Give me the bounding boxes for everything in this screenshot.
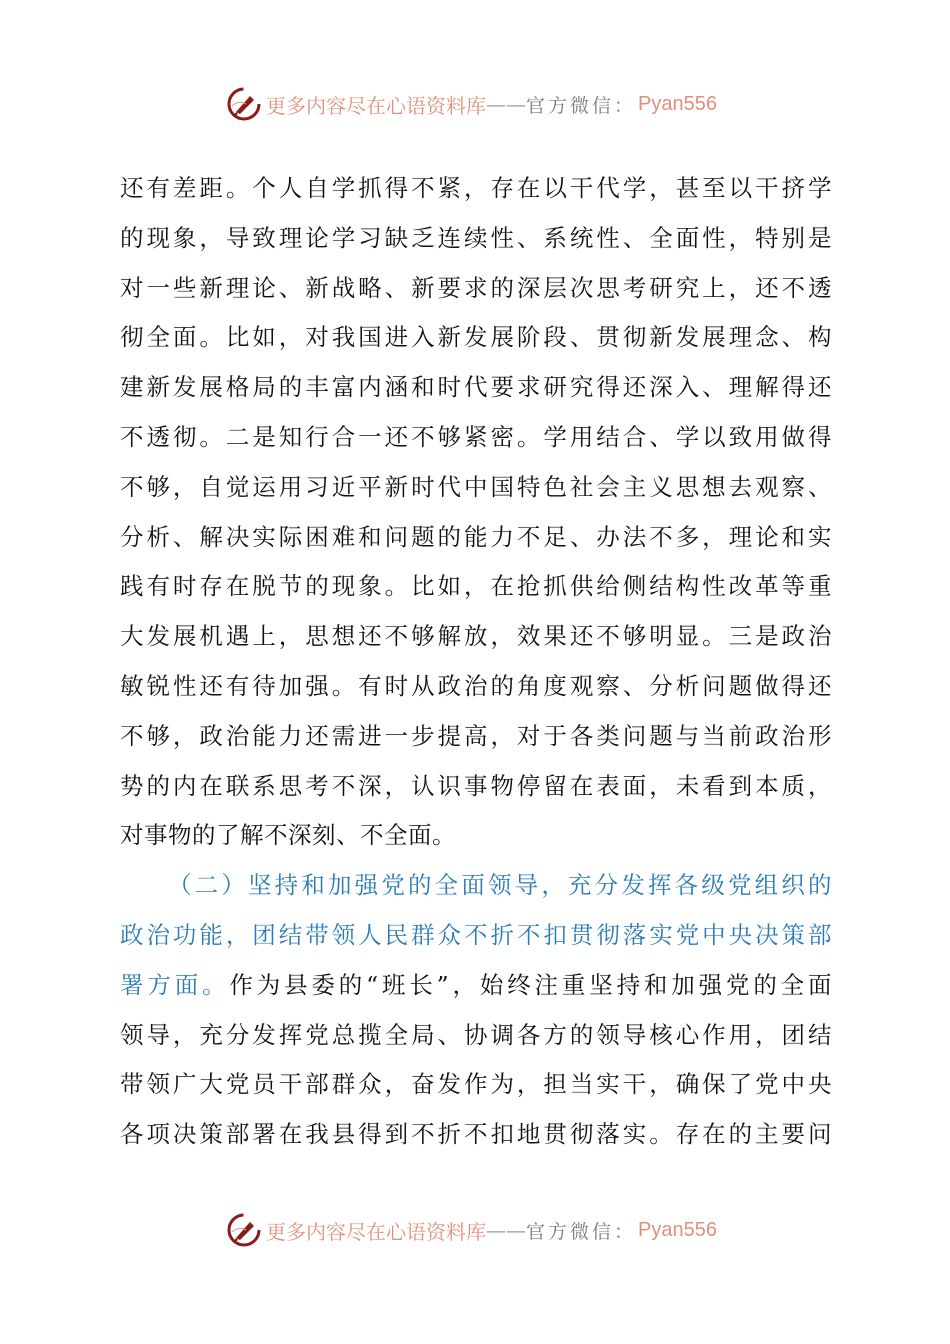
body-line: 还有差距。个人自学抓得不紧，存在以干代学，甚至以干挤学	[120, 174, 832, 202]
banner-wechat-id: Pyan556	[638, 1218, 717, 1241]
section-heading-line: 政治功能，团结带领人民群众不折不扣贯彻落实党中央决策部	[120, 920, 832, 949]
quill-pen-logo-icon	[226, 1212, 262, 1248]
banner-site-text: 更多内容尽在心语资料库	[266, 1219, 486, 1244]
body-line: 不够，自觉运用习近平新时代中国特色社会主义思想去观察、	[120, 472, 832, 501]
banner-dash-2: —	[506, 92, 526, 116]
document-body	[120, 164, 832, 1160]
body-line: 不透彻。二是知行合一还不够紧密。学用结合、学以致用做得	[120, 422, 832, 451]
body-line: 分析、解决实际困难和问题的能力不足、办法不多，理论和实	[120, 522, 832, 551]
body-line: 践有时存在脱节的现象。比如，在抢抓供给侧结构性改革等重	[120, 572, 832, 601]
body-line: 不够，政治能力还需进一步提高，对于各类问题与当前政治形	[120, 721, 832, 750]
body-line: 彻全面。比如，对我国进入新发展阶段、贯彻新发展理念、构	[120, 323, 832, 352]
section-heading-line: （二）坚持和加强党的全面领导，充分发挥各级党组织的	[168, 871, 832, 900]
section-mixed-line	[120, 961, 832, 1011]
body-line: 大发展机遇上，思想还不够解放，效果还不够明显。三是政治	[120, 622, 832, 651]
body-line: 领导，充分发挥党总揽全局、协调各方的领导核心作用，团结	[120, 1020, 832, 1049]
footer-watermark-banner	[226, 1210, 717, 1250]
body-line: 建新发展格局的丰富内涵和时代要求研究得还深入、理解得还	[120, 373, 832, 402]
body-line: 势的内在联系思考不深，认识事物停留在表面，未看到本质，	[120, 771, 832, 800]
body-line: 对一些新理论、新战略、新要求的深层次思考研究上，还不透	[120, 273, 832, 302]
banner-wechat-label: 官方微信：	[526, 1220, 637, 1243]
body-line: 敏锐性还有待加强。有时从政治的角度观察、分析问题做得还	[120, 671, 832, 700]
banner-dash-2: —	[506, 1218, 526, 1242]
banner-wechat-label: 官方微信：	[526, 94, 637, 117]
quill-pen-logo-icon	[226, 86, 262, 122]
body-line: 各项决策部署在我县得到不折不扣地贯彻落实。存在的主要问	[120, 1120, 832, 1149]
body-line: 对事物的了解不深刻、不全面。	[120, 821, 456, 850]
section-body-start: 作为县委的“班长”，始终注重坚持和加强党的全面	[229, 970, 833, 999]
body-line: 带领广大党员干部群众，奋发作为，担当实干，确保了党中央	[120, 1070, 832, 1099]
banner-site-text: 更多内容尽在心语资料库	[266, 93, 486, 118]
header-watermark-banner	[226, 84, 717, 124]
body-line: 的现象，导致理论学习缺乏连续性、系统性、全面性，特别是	[120, 223, 832, 252]
section-heading-tail: 署方面。	[120, 970, 230, 999]
banner-dash: —	[486, 92, 506, 116]
banner-dash: —	[486, 1218, 506, 1242]
banner-wechat-id: Pyan556	[638, 92, 717, 115]
